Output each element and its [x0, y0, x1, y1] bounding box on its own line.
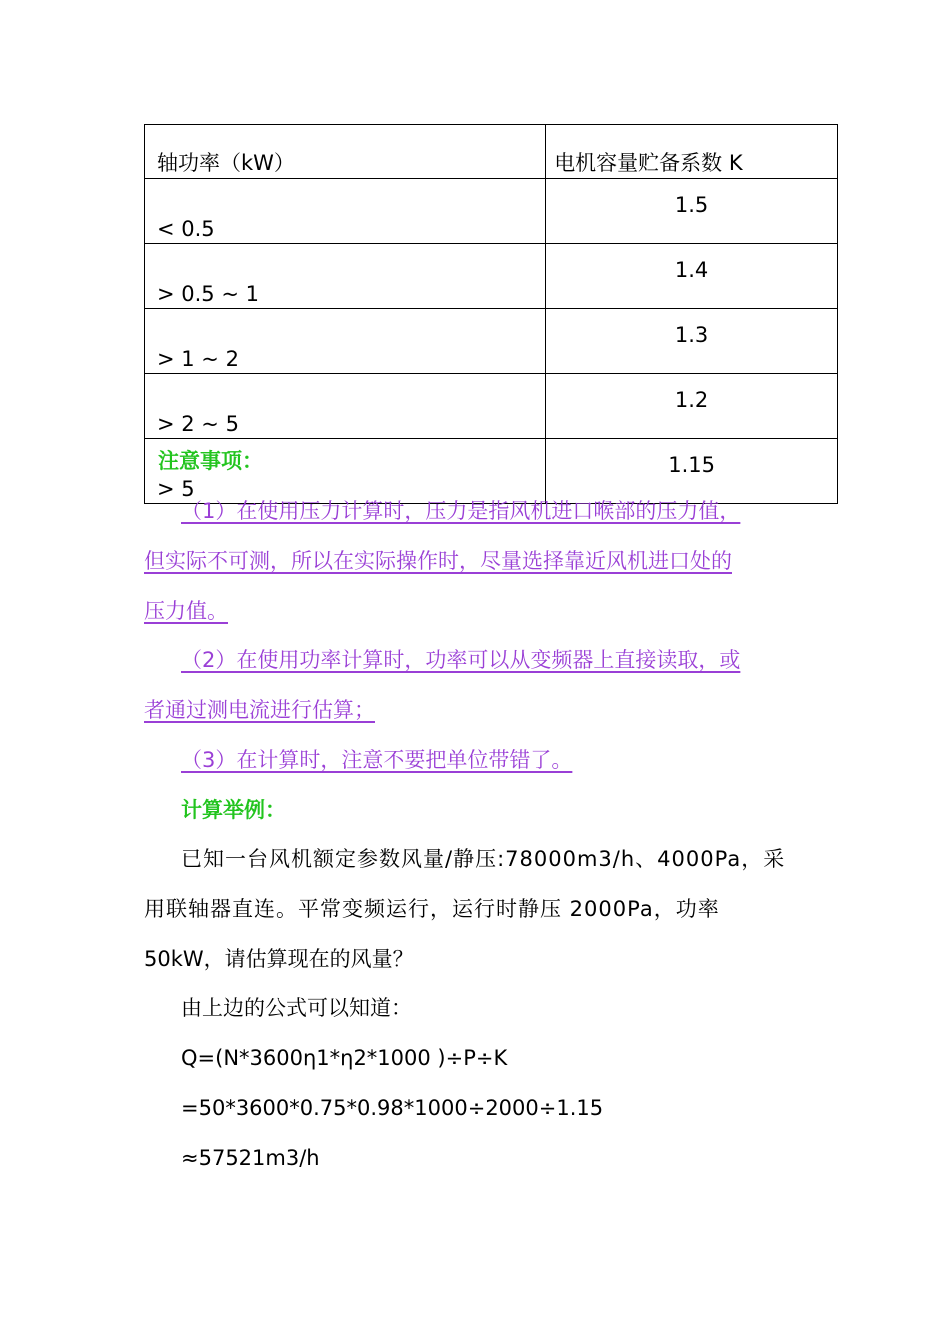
table-cell-coefficient: 1.5 — [546, 179, 838, 244]
note-line — [0, 496, 950, 526]
table-cell-coefficient: 1.2 — [546, 374, 838, 439]
table-cell-power: < 0.5 — [145, 179, 546, 244]
note-text: （3）在计算时，注意不要把单位带错了。 — [181, 748, 573, 772]
table-row — [145, 309, 838, 374]
note-line — [0, 695, 950, 725]
formula-line: Q=(N*3600η1*η2*1000 )÷P÷K — [181, 1046, 508, 1070]
example-line: 已知一台风机额定参数风量/静压:78000m3/h、4000Pa，采 — [181, 847, 786, 871]
formula-line: =50*3600*0.75*0.98*1000÷2000÷1.15 — [181, 1096, 604, 1120]
note-text: 者通过测电流进行估算； — [144, 698, 375, 722]
table-cell-power: > 2 ~ 5 — [145, 374, 546, 439]
notes-heading: 注意事项： — [158, 449, 263, 473]
table-cell-coefficient: 1.3 — [546, 309, 838, 374]
header-reserve-coefficient: 电机容量贮备系数 K — [546, 125, 838, 179]
example-line: 用联轴器直连。平常变频运行，运行时静压 2000Pa，功率 — [144, 897, 720, 921]
table-cell-power: > 1 ~ 2 — [145, 309, 546, 374]
example-line: 50kW，请估算现在的风量？ — [144, 947, 414, 971]
table-header-row — [145, 125, 838, 179]
result-line: ≈57521m3/h — [181, 1146, 320, 1170]
note-text: 压力值。 — [144, 599, 228, 623]
header-shaft-power: 轴功率（kW） — [145, 125, 546, 179]
note-text: 但实际不可测，所以在实际操作时，尽量选择靠近风机进口处的 — [144, 549, 732, 573]
table-cell-power: > 0.5 ~ 1 — [145, 244, 546, 309]
table-row — [145, 244, 838, 309]
table-row — [145, 179, 838, 244]
table-row — [145, 374, 838, 439]
note-line — [0, 546, 950, 576]
note-text: （2）在使用功率计算时，功率可以从变频器上直接读取，或 — [181, 648, 741, 672]
table-cell-power: > 5 — [145, 439, 546, 504]
note-line — [0, 745, 950, 775]
note-text: （1）在使用压力计算时，压力是指风机进口喉部的压力值， — [181, 499, 741, 523]
note-line — [0, 645, 950, 675]
note-line — [0, 596, 950, 626]
example-line: 由上边的公式可以知道： — [181, 996, 412, 1020]
table-cell-coefficient: 1.15 — [546, 439, 838, 504]
example-heading: 计算举例： — [181, 798, 286, 822]
table-cell-coefficient: 1.4 — [546, 244, 838, 309]
